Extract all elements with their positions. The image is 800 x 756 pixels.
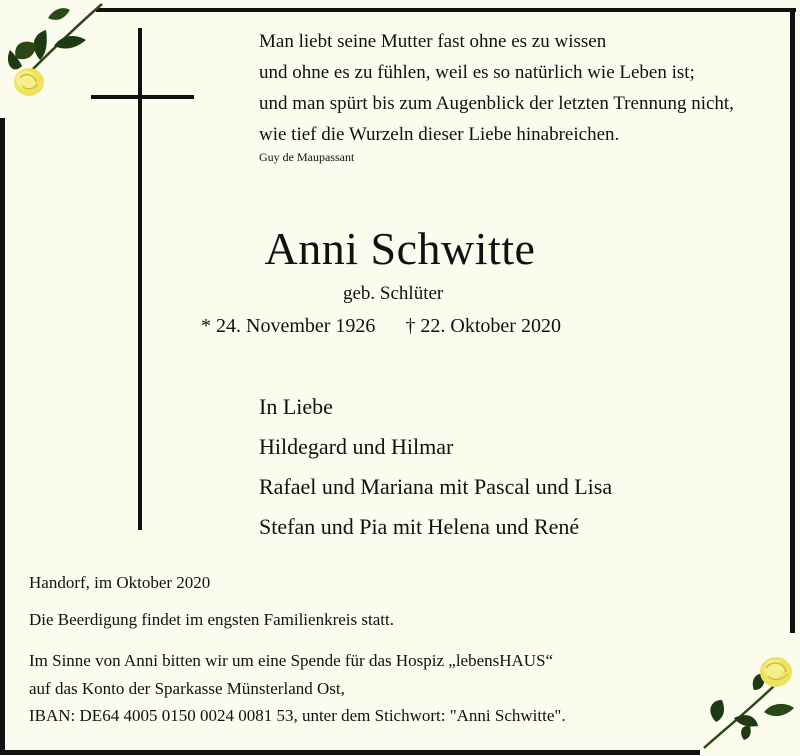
frame-left-line <box>0 118 5 754</box>
death-date: † 22. Oktober 2020 <box>405 315 561 337</box>
place-date: Handorf, im Oktober 2020 <box>29 573 211 592</box>
quote-line: und man spürt bis zum Augenblick der letzten Trennung nicht, <box>259 93 734 114</box>
deceased-name: Anni Schwitte <box>264 223 536 274</box>
quote <box>259 26 734 150</box>
family-line: Hildegard und Hilmar <box>259 434 454 459</box>
quote-line: Man liebt seine Mutter fast ohne es zu wissen <box>259 31 607 52</box>
donation-line: Im Sinne von Anni bitten wir um eine Spende für das Hospiz „lebensHAUS“ <box>29 651 554 670</box>
cross-vertical-bar <box>138 28 142 530</box>
frame-right-line <box>790 8 795 633</box>
quote-author: Guy de Maupassant <box>259 150 355 164</box>
birth-date: * 24. November 1926 <box>201 315 376 337</box>
deceased-name-block <box>0 222 800 275</box>
quote-line: wie tief die Wurzeln dieser Liebe hinabreichen. <box>259 124 620 145</box>
rose-icon <box>2 0 107 100</box>
donation-line: IBAN: DE64 4005 0150 0024 0081 53, unter dem Stichwort: "Anni Schwitte". <box>29 706 566 725</box>
frame-bottom-line <box>0 750 700 755</box>
family-list <box>259 387 612 547</box>
family-line: Stefan und Pia mit Helena und René <box>259 514 580 539</box>
rose-icon <box>694 650 800 754</box>
family-line: In Liebe <box>259 394 333 419</box>
life-dates <box>201 315 561 338</box>
funeral-notice: Die Beerdigung findet im engsten Familienkreis statt. <box>29 610 394 629</box>
quote-line: und ohne es zu fühlen, weil es so natürlich wie Leben ist; <box>259 62 695 83</box>
donation-line: auf das Konto der Sparkasse Münsterland Ost, <box>29 679 345 698</box>
family-line: Rafael und Mariana mit Pascal und Lisa <box>259 474 613 499</box>
maiden-name: geb. Schlüter <box>343 283 444 304</box>
frame-top-line <box>96 8 796 12</box>
